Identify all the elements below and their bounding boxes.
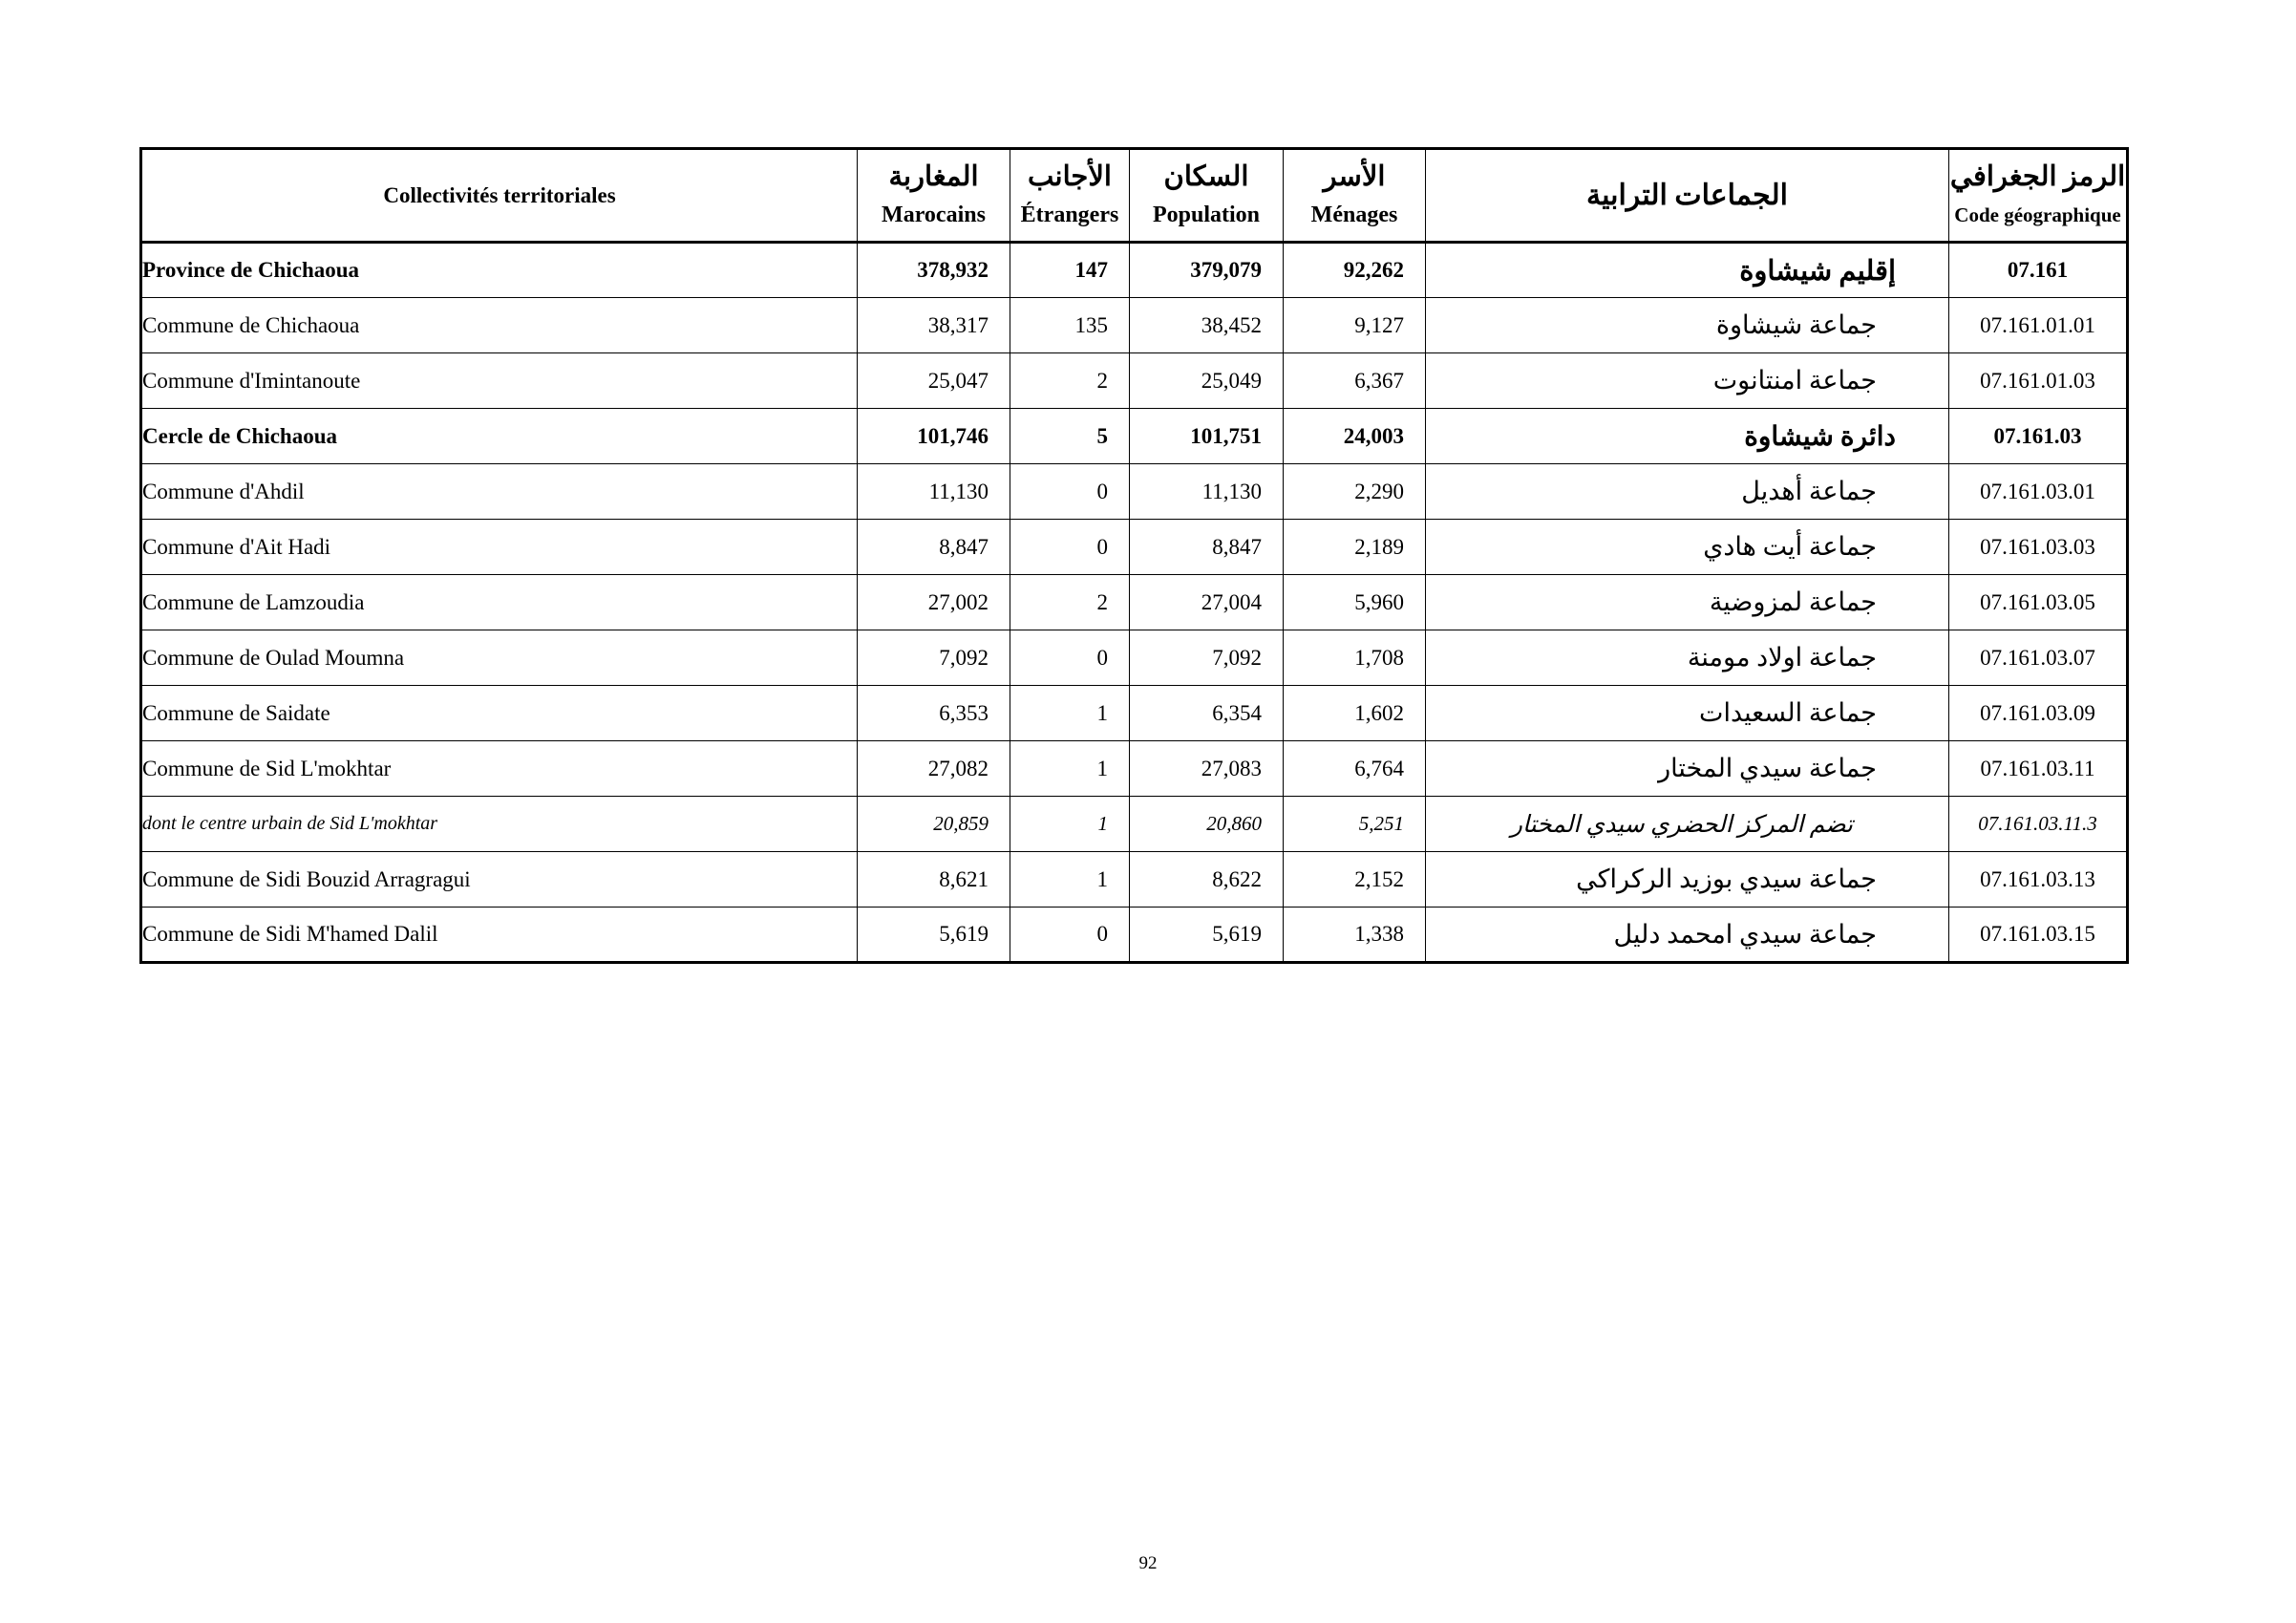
cell-name-ar: دائرة شيشاوة — [1426, 409, 1949, 464]
cell-menages: 6,367 — [1284, 353, 1426, 409]
table-row — [141, 353, 2128, 409]
cell-marocains: 38,317 — [858, 298, 1010, 353]
cell-menages: 92,262 — [1284, 243, 1426, 298]
cell-marocains: 27,002 — [858, 575, 1010, 630]
cell-name-ar: جماعة سيدي امحمد دليل — [1426, 908, 1949, 963]
cell-etrangers: 0 — [1010, 908, 1130, 963]
header-marocains — [858, 149, 1010, 243]
cell-name-ar: جماعة شيشاوة — [1426, 298, 1949, 353]
cell-code: 07.161 — [1949, 243, 2128, 298]
cell-menages: 5,960 — [1284, 575, 1426, 630]
cell-population: 27,004 — [1130, 575, 1284, 630]
table-row — [141, 409, 2128, 464]
header-etrangers — [1010, 149, 1130, 243]
cell-marocains: 20,859 — [858, 797, 1010, 852]
cell-name-fr: Commune de Oulad Moumna — [141, 630, 858, 686]
cell-menages: 24,003 — [1284, 409, 1426, 464]
cell-name-fr: Commune de Sid L'mokhtar — [141, 741, 858, 797]
cell-name-fr: Commune de Saidate — [141, 686, 858, 741]
cell-marocains: 378,932 — [858, 243, 1010, 298]
table-row — [141, 243, 2128, 298]
cell-name-ar: جماعة أيت هادي — [1426, 520, 1949, 575]
cell-marocains: 7,092 — [858, 630, 1010, 686]
header-marocains-ar: المغاربة — [888, 160, 979, 192]
cell-name-ar: جماعة سيدي بوزيد الركراكي — [1426, 852, 1949, 908]
header-collectivites-ar: الجماعات الترابية — [1426, 149, 1949, 243]
cell-marocains: 8,621 — [858, 852, 1010, 908]
cell-code: 07.161.03.05 — [1949, 575, 2128, 630]
cell-name-fr: dont le centre urbain de Sid L'mokhtar — [141, 797, 858, 852]
cell-name-ar: جماعة لمزوضية — [1426, 575, 1949, 630]
cell-population: 20,860 — [1130, 797, 1284, 852]
cell-etrangers: 5 — [1010, 409, 1130, 464]
cell-code: 07.161.03.11 — [1949, 741, 2128, 797]
cell-population: 6,354 — [1130, 686, 1284, 741]
cell-etrangers: 1 — [1010, 741, 1130, 797]
table-header-row — [141, 149, 2128, 243]
cell-etrangers: 2 — [1010, 575, 1130, 630]
cell-code: 07.161.03 — [1949, 409, 2128, 464]
cell-population: 101,751 — [1130, 409, 1284, 464]
cell-marocains: 25,047 — [858, 353, 1010, 409]
header-code-ar: الرمز الجغرافي — [1949, 160, 2126, 192]
cell-name-ar: تضم المركز الحضري سيدي المختار — [1426, 797, 1949, 852]
cell-name-ar: جماعة سيدي المختار — [1426, 741, 1949, 797]
cell-name-fr: Cercle de Chichaoua — [141, 409, 858, 464]
cell-etrangers: 1 — [1010, 686, 1130, 741]
cell-menages: 1,708 — [1284, 630, 1426, 686]
table-row — [141, 298, 2128, 353]
table-row — [141, 852, 2128, 908]
cell-menages: 1,338 — [1284, 908, 1426, 963]
cell-population: 7,092 — [1130, 630, 1284, 686]
cell-population: 27,083 — [1130, 741, 1284, 797]
header-marocains-fr: Marocains — [882, 202, 986, 227]
table-row — [141, 630, 2128, 686]
cell-menages: 5,251 — [1284, 797, 1426, 852]
cell-marocains: 27,082 — [858, 741, 1010, 797]
cell-marocains: 5,619 — [858, 908, 1010, 963]
header-menages-ar: الأسر — [1323, 160, 1386, 192]
cell-etrangers: 1 — [1010, 852, 1130, 908]
cell-name-fr: Commune de Sidi M'hamed Dalil — [141, 908, 858, 963]
cell-etrangers: 0 — [1010, 630, 1130, 686]
header-code-fr: Code géographique — [1954, 203, 2121, 226]
cell-code: 07.161.03.07 — [1949, 630, 2128, 686]
header-menages — [1284, 149, 1426, 243]
cell-etrangers: 135 — [1010, 298, 1130, 353]
table-row — [141, 797, 2128, 852]
table-row — [141, 741, 2128, 797]
cell-name-fr: Commune d'Imintanoute — [141, 353, 858, 409]
cell-menages: 2,290 — [1284, 464, 1426, 520]
population-table — [139, 147, 2129, 964]
cell-population: 5,619 — [1130, 908, 1284, 963]
cell-code: 07.161.03.13 — [1949, 852, 2128, 908]
cell-menages: 1,602 — [1284, 686, 1426, 741]
cell-code: 07.161.03.01 — [1949, 464, 2128, 520]
cell-code: 07.161.01.01 — [1949, 298, 2128, 353]
header-collectivites-fr: Collectivités territoriales — [141, 149, 858, 243]
cell-population: 11,130 — [1130, 464, 1284, 520]
table-row — [141, 575, 2128, 630]
cell-marocains: 8,847 — [858, 520, 1010, 575]
cell-code: 07.161.01.03 — [1949, 353, 2128, 409]
cell-population: 38,452 — [1130, 298, 1284, 353]
page-number: 92 — [1138, 1553, 1158, 1573]
cell-name-fr: Commune d'Ahdil — [141, 464, 858, 520]
cell-population: 379,079 — [1130, 243, 1284, 298]
cell-etrangers: 2 — [1010, 353, 1130, 409]
cell-code: 07.161.03.09 — [1949, 686, 2128, 741]
header-menages-fr: Ménages — [1310, 202, 1398, 227]
header-population-ar: السكان — [1163, 160, 1249, 192]
cell-name-ar: إقليم شيشاوة — [1426, 243, 1949, 298]
cell-menages: 2,152 — [1284, 852, 1426, 908]
cell-menages: 9,127 — [1284, 298, 1426, 353]
table-row — [141, 520, 2128, 575]
cell-marocains: 101,746 — [858, 409, 1010, 464]
cell-etrangers: 147 — [1010, 243, 1130, 298]
cell-name-fr: Commune de Sidi Bouzid Arragragui — [141, 852, 858, 908]
cell-etrangers: 0 — [1010, 464, 1130, 520]
cell-population: 8,847 — [1130, 520, 1284, 575]
cell-marocains: 6,353 — [858, 686, 1010, 741]
cell-name-fr: Province de Chichaoua — [141, 243, 858, 298]
cell-population: 25,049 — [1130, 353, 1284, 409]
cell-name-fr: Commune d'Ait Hadi — [141, 520, 858, 575]
table-row — [141, 464, 2128, 520]
table-body — [141, 243, 2128, 963]
cell-menages: 6,764 — [1284, 741, 1426, 797]
cell-etrangers: 0 — [1010, 520, 1130, 575]
cell-code: 07.161.03.11.3 — [1949, 797, 2128, 852]
cell-code: 07.161.03.03 — [1949, 520, 2128, 575]
table-row — [141, 686, 2128, 741]
cell-name-ar: جماعة امنتانوت — [1426, 353, 1949, 409]
cell-menages: 2,189 — [1284, 520, 1426, 575]
header-population-fr: Population — [1152, 202, 1261, 227]
header-code — [1949, 149, 2128, 243]
header-etrangers-ar: الأجانب — [1028, 160, 1112, 192]
cell-code: 07.161.03.15 — [1949, 908, 2128, 963]
cell-name-fr: Commune de Lamzoudia — [141, 575, 858, 630]
cell-name-ar: جماعة السعيدات — [1426, 686, 1949, 741]
cell-etrangers: 1 — [1010, 797, 1130, 852]
cell-name-ar: جماعة أهديل — [1426, 464, 1949, 520]
cell-marocains: 11,130 — [858, 464, 1010, 520]
cell-name-fr: Commune de Chichaoua — [141, 298, 858, 353]
cell-population: 8,622 — [1130, 852, 1284, 908]
table-row — [141, 908, 2128, 963]
cell-name-ar: جماعة اولاد مومنة — [1426, 630, 1949, 686]
header-etrangers-fr: Étrangers — [1020, 202, 1119, 227]
header-population — [1130, 149, 1284, 243]
